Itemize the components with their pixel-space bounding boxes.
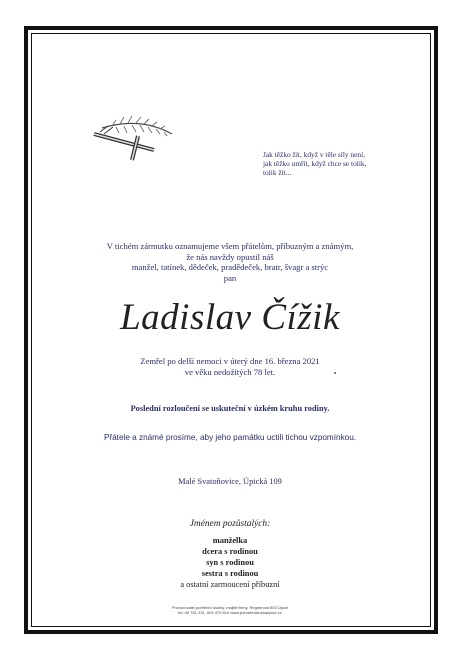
mourner-item: manželka [212,536,248,545]
announcement-line: V tichém zármutku oznamujeme všem přátelům, příbuzným a známým, [106,241,354,251]
funeral-service-footer [40,605,420,615]
cross-with-branch-icon [92,112,182,164]
mourner-item: syn s rodinou [206,558,254,567]
mourner-item: dcera s rodinou [202,547,258,556]
deceased-name: Ladislav Čížik [120,297,340,338]
announcement-line: že nás navždy opustil náš [186,251,274,262]
mourner-item: sestra s rodinou [201,569,259,578]
address: Malé Svatoňovice, Úpická 109 [178,477,282,486]
motto-verse [263,150,423,177]
death-notice [60,356,400,377]
announcement [60,241,400,283]
announcement-line: manžel, tatínek, dědeček, pradědeček, bratr, švagr a strýc [131,262,329,272]
death-notice-line: ve věku nedožitých 78 let. [184,366,276,377]
farewell-notice: Poslední rozloučení se uskuteční v úzkém kruhu rodiny. [130,404,330,413]
behalf-label: Jménem pozůstalých: [189,519,271,529]
remembrance-request: Přátele a známé prosíme, aby jeho památku uctili tichou vzpomínkou. [103,433,357,442]
death-notice-line: Zemřel po delší nemoci v úterý dne 16. března 2021 [140,356,320,366]
mourner-item: a ostatní zarmoucení příbuzní [180,580,280,589]
speck [334,372,336,374]
motto-line: tolik žít... [263,168,292,177]
motto-line: jak těžko umřít, když chce se tolik, [263,159,367,168]
motto-line: Jak těžko žít, když v těle síly není, [263,150,366,159]
footer-line: tel.:49 781 231, 603 470 810 www.pohrebnisluzbaupice.cz [178,610,282,615]
mourners-list [40,535,420,590]
announcement-line: pan [223,272,237,283]
footer-line: Provozovatel pohřební služby, majitel firmy, Regnerova 603 Úpice [171,605,289,610]
